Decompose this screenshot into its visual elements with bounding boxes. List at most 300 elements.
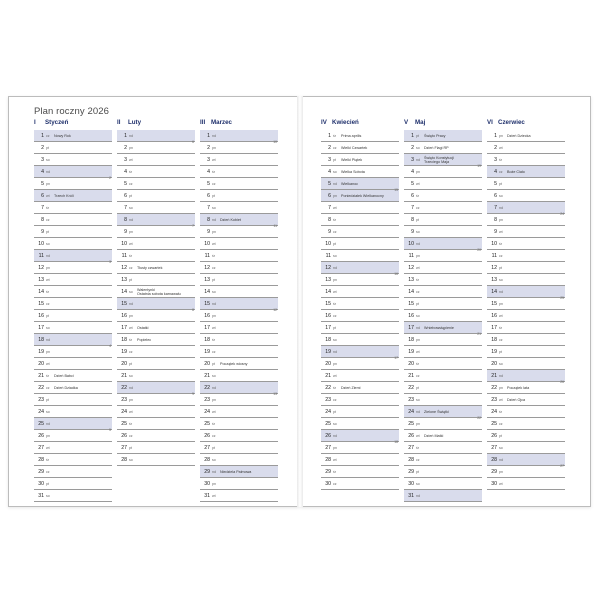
day-number: 11 (408, 253, 414, 259)
weekday-abbrev: wt (416, 350, 420, 354)
week-number: 8 (192, 308, 194, 312)
day-number: 18 (204, 337, 210, 343)
day-row[interactable] (321, 406, 399, 418)
day-row[interactable] (487, 130, 565, 142)
day-row[interactable] (34, 382, 112, 394)
day-row[interactable] (200, 166, 278, 178)
day-number: 22 (38, 385, 44, 391)
day-row[interactable] (117, 310, 195, 322)
day-number: 26 (38, 433, 44, 439)
week-number: 18 (394, 440, 398, 444)
day-number: 24 (121, 409, 127, 415)
day-number: 12 (408, 265, 414, 271)
day-number: 4 (411, 169, 414, 175)
day-row[interactable] (200, 286, 278, 298)
weekday-abbrev: so (129, 290, 133, 294)
weekday-abbrev: wt (46, 194, 50, 198)
day-row[interactable] (117, 286, 195, 298)
day-row[interactable] (321, 226, 399, 238)
month-header (117, 119, 195, 128)
day-row[interactable] (321, 370, 399, 382)
weekday-abbrev: pt (212, 362, 215, 366)
weekday-abbrev: so (416, 314, 420, 318)
day-row[interactable] (34, 166, 112, 178)
weekday-abbrev: pn (333, 362, 337, 366)
day-row[interactable] (34, 130, 112, 142)
day-row[interactable] (404, 322, 482, 334)
day-row[interactable] (34, 274, 112, 286)
day-row[interactable] (404, 466, 482, 478)
day-row[interactable] (34, 490, 112, 502)
month-name: Czerwiec (498, 119, 525, 126)
month-column-march (200, 119, 278, 502)
day-number: 13 (121, 277, 127, 283)
month-name: Luty (128, 119, 142, 126)
day-row[interactable] (34, 262, 112, 274)
weekday-abbrev: nd (499, 290, 503, 294)
weekday-abbrev: cz (46, 134, 50, 138)
month-column-february (117, 119, 195, 466)
day-number: 2 (328, 145, 331, 151)
day-row[interactable] (34, 310, 112, 322)
month-column-january (34, 119, 112, 502)
weekday-abbrev: pt (416, 386, 419, 390)
day-number: 10 (408, 241, 414, 247)
day-row[interactable] (200, 454, 278, 466)
day-number: 19 (204, 349, 210, 355)
day-row[interactable] (487, 382, 565, 394)
day-row[interactable] (117, 430, 195, 442)
holiday-note: Wielkanoc (341, 182, 359, 186)
day-row[interactable] (321, 430, 399, 442)
weekday-abbrev: wt (46, 362, 50, 366)
day-number: 2 (411, 145, 414, 151)
day-row[interactable] (117, 406, 195, 418)
day-row[interactable] (117, 238, 195, 250)
day-row[interactable] (404, 478, 482, 490)
day-row[interactable] (321, 178, 399, 190)
day-row[interactable] (321, 166, 399, 178)
day-row[interactable] (34, 370, 112, 382)
weekday-abbrev: pt (46, 146, 49, 150)
day-row[interactable] (487, 346, 565, 358)
day-row[interactable] (404, 358, 482, 370)
day-number: 6 (207, 193, 210, 199)
day-row[interactable] (117, 226, 195, 238)
weekday-abbrev: pt (333, 326, 336, 330)
day-row[interactable] (117, 166, 195, 178)
weekday-abbrev: pt (416, 218, 419, 222)
weekday-abbrev: pn (499, 302, 503, 306)
day-row[interactable] (321, 382, 399, 394)
day-number: 23 (121, 397, 127, 403)
day-row[interactable] (321, 190, 399, 202)
day-row[interactable] (487, 466, 565, 478)
day-row[interactable] (200, 250, 278, 262)
weekday-abbrev: śr (333, 134, 336, 138)
day-row[interactable] (200, 322, 278, 334)
day-row[interactable] (487, 214, 565, 226)
weekday-abbrev: śr (499, 242, 502, 246)
day-row[interactable] (34, 190, 112, 202)
day-row[interactable] (117, 394, 195, 406)
weekday-abbrev: śr (212, 254, 215, 258)
day-row[interactable] (34, 226, 112, 238)
day-number: 6 (328, 193, 331, 199)
day-row[interactable] (200, 226, 278, 238)
day-row[interactable] (404, 442, 482, 454)
weekday-abbrev: cz (499, 254, 503, 258)
day-row[interactable] (200, 490, 278, 502)
day-row[interactable] (487, 202, 565, 214)
day-row[interactable] (404, 382, 482, 394)
day-row[interactable] (487, 442, 565, 454)
day-row[interactable] (34, 394, 112, 406)
day-number: 27 (204, 445, 210, 451)
day-number: 6 (41, 193, 44, 199)
month-roman-numeral: IV (321, 119, 327, 126)
day-row[interactable] (200, 370, 278, 382)
holiday-note: Walentynki Ostatnia sobota karnawału (137, 287, 181, 297)
month-name: Maj (415, 119, 426, 126)
weekday-abbrev: śr (416, 278, 419, 282)
day-row[interactable] (117, 274, 195, 286)
weekday-abbrev: pt (416, 470, 419, 474)
weekday-abbrev: cz (499, 170, 503, 174)
weekday-abbrev: pt (129, 362, 132, 366)
day-row[interactable] (487, 394, 565, 406)
day-row[interactable] (321, 310, 399, 322)
day-row[interactable] (404, 214, 482, 226)
day-row[interactable] (321, 154, 399, 166)
day-row[interactable] (487, 430, 565, 442)
day-number: 21 (121, 373, 127, 379)
day-number: 21 (204, 373, 210, 379)
day-number: 14 (121, 289, 127, 295)
weekday-abbrev: so (333, 170, 337, 174)
day-row[interactable] (321, 358, 399, 370)
day-row[interactable] (404, 262, 482, 274)
day-row[interactable] (321, 322, 399, 334)
day-number: 18 (38, 337, 44, 343)
day-row[interactable] (200, 238, 278, 250)
month-roman-numeral: III (200, 119, 206, 126)
month-column-april (321, 119, 399, 490)
day-row[interactable] (34, 238, 112, 250)
day-number: 20 (204, 361, 210, 367)
day-number: 11 (491, 253, 497, 259)
day-number: 25 (408, 421, 414, 427)
day-row[interactable] (487, 166, 565, 178)
day-row[interactable] (404, 166, 482, 178)
day-number: 24 (38, 409, 44, 415)
day-row[interactable] (487, 334, 565, 346)
weekday-abbrev: pn (129, 230, 133, 234)
weekday-abbrev: wt (416, 434, 420, 438)
day-row[interactable] (200, 334, 278, 346)
day-number: 20 (408, 361, 414, 367)
day-row[interactable] (321, 478, 399, 490)
weekday-abbrev: pn (129, 146, 133, 150)
day-row[interactable] (117, 454, 195, 466)
day-row[interactable] (200, 382, 278, 394)
day-row[interactable] (34, 298, 112, 310)
week-number: 12 (273, 308, 277, 312)
day-row[interactable] (117, 214, 195, 226)
day-row[interactable] (34, 478, 112, 490)
day-row[interactable] (200, 406, 278, 418)
day-row[interactable] (34, 406, 112, 418)
day-number: 28 (38, 457, 44, 463)
day-row[interactable] (487, 358, 565, 370)
day-row[interactable] (34, 346, 112, 358)
day-row[interactable] (34, 334, 112, 346)
day-row[interactable] (117, 418, 195, 430)
day-row[interactable] (404, 154, 482, 166)
day-number: 2 (41, 145, 44, 151)
weekday-abbrev: cz (416, 458, 420, 462)
month-header (321, 119, 399, 128)
weekday-abbrev: cz (416, 374, 420, 378)
day-number: 24 (325, 409, 331, 415)
day-row[interactable] (117, 358, 195, 370)
day-row[interactable] (200, 298, 278, 310)
day-row[interactable] (117, 130, 195, 142)
day-row[interactable] (321, 142, 399, 154)
day-number: 10 (121, 241, 127, 247)
day-row[interactable] (34, 358, 112, 370)
day-row[interactable] (404, 130, 482, 142)
weekday-abbrev: wt (212, 242, 216, 246)
day-row[interactable] (404, 310, 482, 322)
day-row[interactable] (34, 442, 112, 454)
day-row[interactable] (200, 310, 278, 322)
day-row[interactable] (321, 214, 399, 226)
day-row[interactable] (200, 430, 278, 442)
day-row[interactable] (200, 142, 278, 154)
day-row[interactable] (117, 262, 195, 274)
day-row[interactable] (321, 334, 399, 346)
day-row[interactable] (487, 226, 565, 238)
day-row[interactable] (404, 190, 482, 202)
day-number: 19 (38, 349, 44, 355)
day-row[interactable] (117, 250, 195, 262)
day-row[interactable] (200, 154, 278, 166)
day-row[interactable] (487, 154, 565, 166)
weekday-abbrev: nd (499, 458, 503, 462)
day-number: 1 (124, 133, 127, 139)
holiday-note: Dzień Matki (424, 434, 444, 438)
week-number: 16 (394, 272, 398, 276)
day-row[interactable] (34, 178, 112, 190)
day-row[interactable] (200, 274, 278, 286)
day-row[interactable] (34, 418, 112, 430)
day-row[interactable] (404, 430, 482, 442)
day-row[interactable] (487, 238, 565, 250)
day-row[interactable] (487, 190, 565, 202)
day-row[interactable] (117, 334, 195, 346)
day-row[interactable] (117, 382, 195, 394)
day-row[interactable] (487, 250, 565, 262)
day-row[interactable] (404, 178, 482, 190)
day-row[interactable] (200, 478, 278, 490)
day-row[interactable] (34, 286, 112, 298)
day-row[interactable] (117, 370, 195, 382)
day-number: 7 (207, 205, 210, 211)
weekday-abbrev: wt (129, 410, 133, 414)
day-row[interactable] (487, 298, 565, 310)
day-row[interactable] (404, 346, 482, 358)
day-row[interactable] (321, 250, 399, 262)
day-row[interactable] (404, 370, 482, 382)
weekday-abbrev: nd (129, 386, 133, 390)
weekday-abbrev: so (416, 146, 420, 150)
week-number: 25 (560, 296, 564, 300)
day-number: 27 (38, 445, 44, 451)
month-column-june (487, 119, 565, 490)
day-row[interactable] (487, 142, 565, 154)
day-row[interactable] (34, 322, 112, 334)
weekday-abbrev: pt (212, 278, 215, 282)
day-row[interactable] (321, 238, 399, 250)
weekday-abbrev: cz (129, 266, 133, 270)
day-row[interactable] (404, 250, 482, 262)
weekday-abbrev: so (212, 206, 216, 210)
day-row[interactable] (34, 142, 112, 154)
weekday-abbrev: śr (129, 422, 132, 426)
day-number: 16 (408, 313, 414, 319)
weekday-abbrev: pt (129, 194, 132, 198)
weekday-abbrev: nd (212, 302, 216, 306)
day-number: 29 (491, 469, 497, 475)
day-row[interactable] (404, 142, 482, 154)
day-row[interactable] (321, 202, 399, 214)
day-row[interactable] (117, 346, 195, 358)
day-row[interactable] (117, 154, 195, 166)
day-row[interactable] (321, 346, 399, 358)
day-number: 21 (38, 373, 44, 379)
day-row[interactable] (487, 286, 565, 298)
day-row[interactable] (487, 310, 565, 322)
weekday-abbrev: śr (46, 374, 49, 378)
day-row[interactable] (200, 358, 278, 370)
day-row[interactable] (34, 454, 112, 466)
day-row[interactable] (404, 274, 482, 286)
day-row[interactable] (404, 490, 482, 502)
day-row[interactable] (404, 418, 482, 430)
day-row[interactable] (117, 298, 195, 310)
day-row[interactable] (34, 430, 112, 442)
day-row[interactable] (487, 418, 565, 430)
weekday-abbrev: pn (499, 218, 503, 222)
day-number: 17 (38, 325, 44, 331)
day-row[interactable] (117, 142, 195, 154)
holiday-note: Nowy Rok (54, 134, 71, 138)
day-row[interactable] (404, 394, 482, 406)
day-number: 8 (124, 217, 127, 223)
day-row[interactable] (321, 454, 399, 466)
day-row[interactable] (34, 202, 112, 214)
day-row[interactable] (404, 406, 482, 418)
weekday-abbrev: pt (416, 134, 419, 138)
day-row[interactable] (200, 466, 278, 478)
day-row[interactable] (117, 178, 195, 190)
weekday-abbrev: wt (129, 326, 133, 330)
day-row[interactable] (200, 202, 278, 214)
day-row[interactable] (117, 202, 195, 214)
day-row[interactable] (200, 262, 278, 274)
day-row[interactable] (200, 178, 278, 190)
day-row[interactable] (487, 406, 565, 418)
day-number: 27 (491, 445, 497, 451)
day-number: 15 (325, 301, 331, 307)
day-row[interactable] (487, 178, 565, 190)
day-row[interactable] (200, 214, 278, 226)
day-row[interactable] (117, 442, 195, 454)
day-number: 21 (408, 373, 414, 379)
day-row[interactable] (487, 370, 565, 382)
day-row[interactable] (321, 298, 399, 310)
weekday-abbrev: cz (46, 470, 50, 474)
day-row[interactable] (404, 286, 482, 298)
day-number: 7 (411, 205, 414, 211)
day-row[interactable] (200, 190, 278, 202)
day-row[interactable] (321, 418, 399, 430)
day-row[interactable] (404, 202, 482, 214)
day-row[interactable] (200, 418, 278, 430)
day-row[interactable] (487, 274, 565, 286)
holiday-note: Święto Pracy (424, 134, 446, 138)
day-row[interactable] (404, 334, 482, 346)
day-row[interactable] (321, 466, 399, 478)
holiday-note: Niedziela Palmowa (220, 470, 252, 474)
day-row[interactable] (321, 394, 399, 406)
day-row[interactable] (487, 322, 565, 334)
weekday-abbrev: so (416, 482, 420, 486)
day-row[interactable] (404, 298, 482, 310)
week-number: 15 (394, 188, 398, 192)
day-row[interactable] (117, 322, 195, 334)
day-row[interactable] (321, 442, 399, 454)
day-row[interactable] (200, 130, 278, 142)
day-row[interactable] (404, 226, 482, 238)
day-number: 12 (325, 265, 331, 271)
day-row[interactable] (34, 466, 112, 478)
day-row[interactable] (487, 262, 565, 274)
day-row[interactable] (34, 250, 112, 262)
day-row[interactable] (404, 454, 482, 466)
day-row[interactable] (321, 274, 399, 286)
week-number: 21 (477, 332, 481, 336)
day-row[interactable] (117, 190, 195, 202)
day-row[interactable] (34, 214, 112, 226)
day-number: 13 (491, 277, 497, 283)
day-number: 14 (38, 289, 44, 295)
day-row[interactable] (200, 346, 278, 358)
day-row[interactable] (487, 454, 565, 466)
day-row[interactable] (34, 154, 112, 166)
day-row[interactable] (321, 286, 399, 298)
day-row[interactable] (321, 130, 399, 142)
day-row[interactable] (487, 478, 565, 490)
day-row[interactable] (404, 238, 482, 250)
day-row[interactable] (321, 262, 399, 274)
day-number: 15 (408, 301, 414, 307)
day-row[interactable] (200, 394, 278, 406)
day-row[interactable] (200, 442, 278, 454)
month-roman-numeral: VI (487, 119, 493, 126)
weekday-abbrev: pt (129, 446, 132, 450)
